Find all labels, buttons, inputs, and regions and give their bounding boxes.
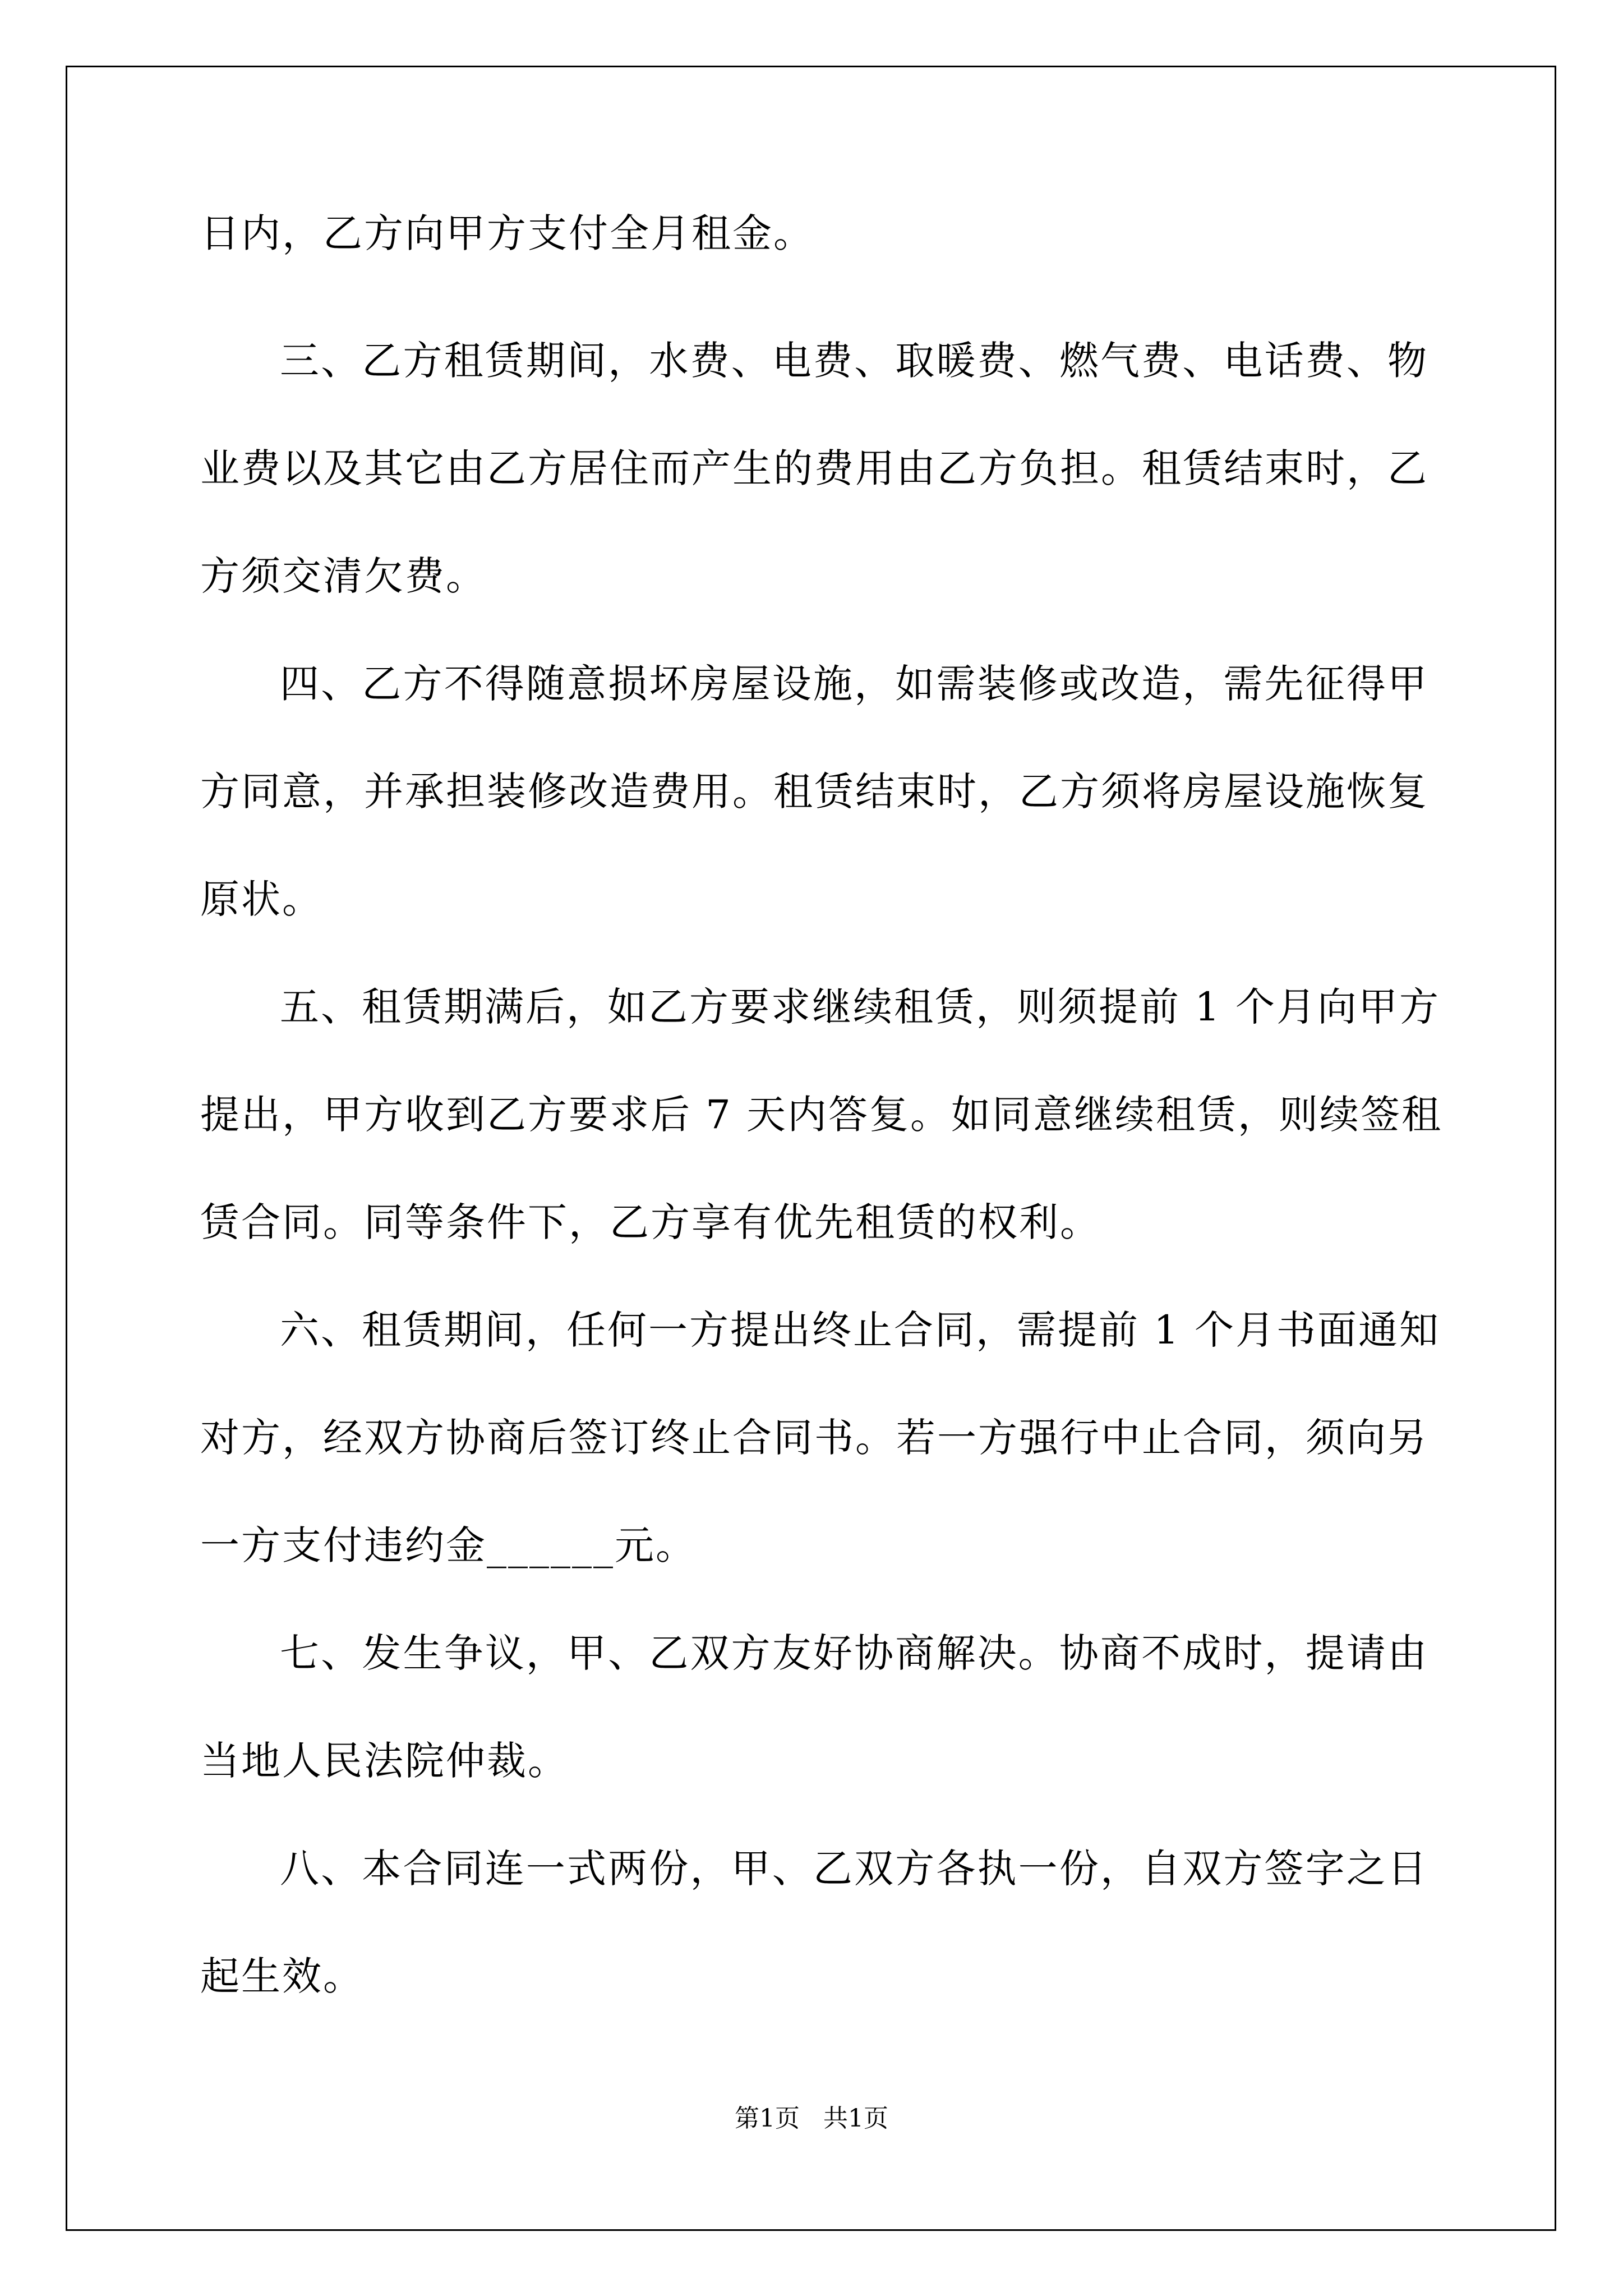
page-number-footer: 第1页 共1页 xyxy=(735,2104,888,2133)
clause-3-line-1: 三、乙方租赁期间，水费、电费、取暖费、燃气费、电话费、物 xyxy=(280,338,1428,384)
clause-5-line-1: 五、租赁期满后，如乙方要求继续租赁，则须提前 1 个月向甲方 xyxy=(280,984,1441,1030)
clause-8-line-2: 起生效。 xyxy=(200,1953,364,1999)
clause-7-line-2: 当地人民法院仲裁。 xyxy=(200,1738,569,1784)
clause-4-line-2: 方同意，并承担装修改造费用。租赁结束时，乙方须将房屋设施恢复 xyxy=(200,769,1428,815)
text-line: 日内，乙方向甲方支付全月租金。 xyxy=(200,210,814,256)
clause-5-line-2: 提出，甲方收到乙方要求后 7 天内答复。如同意继续租赁，则续签租 xyxy=(200,1092,1443,1138)
clause-6-line-2: 对方，经双方协商后签订终止合同书。若一方强行中止合同，须向另 xyxy=(200,1415,1428,1461)
clause-6-line-3: 一方支付违约金______元。 xyxy=(200,1522,697,1568)
clause-3-line-3: 方须交清欠费。 xyxy=(200,553,487,599)
clause-7-line-1: 七、发生争议，甲、乙双方友好协商解决。协商不成时，提请由 xyxy=(280,1630,1428,1676)
clause-5-line-3: 赁合同。同等条件下，乙方享有优先租赁的权利。 xyxy=(200,1199,1101,1245)
clause-8-line-1: 八、本合同连一式两份，甲、乙双方各执一份，自双方签字之日 xyxy=(280,1846,1428,1892)
clause-4-line-3: 原状。 xyxy=(200,876,323,922)
clause-6-line-1: 六、租赁期间，任何一方提出终止合同，需提前 1 个月书面通知 xyxy=(280,1307,1441,1353)
clause-4-line-1: 四、乙方不得随意损坏房屋设施，如需装修或改造，需先征得甲 xyxy=(280,661,1428,707)
page-border xyxy=(66,66,1556,2231)
clause-3-line-2: 业费以及其它由乙方居住而产生的费用由乙方负担。租赁结束时，乙 xyxy=(200,445,1428,491)
